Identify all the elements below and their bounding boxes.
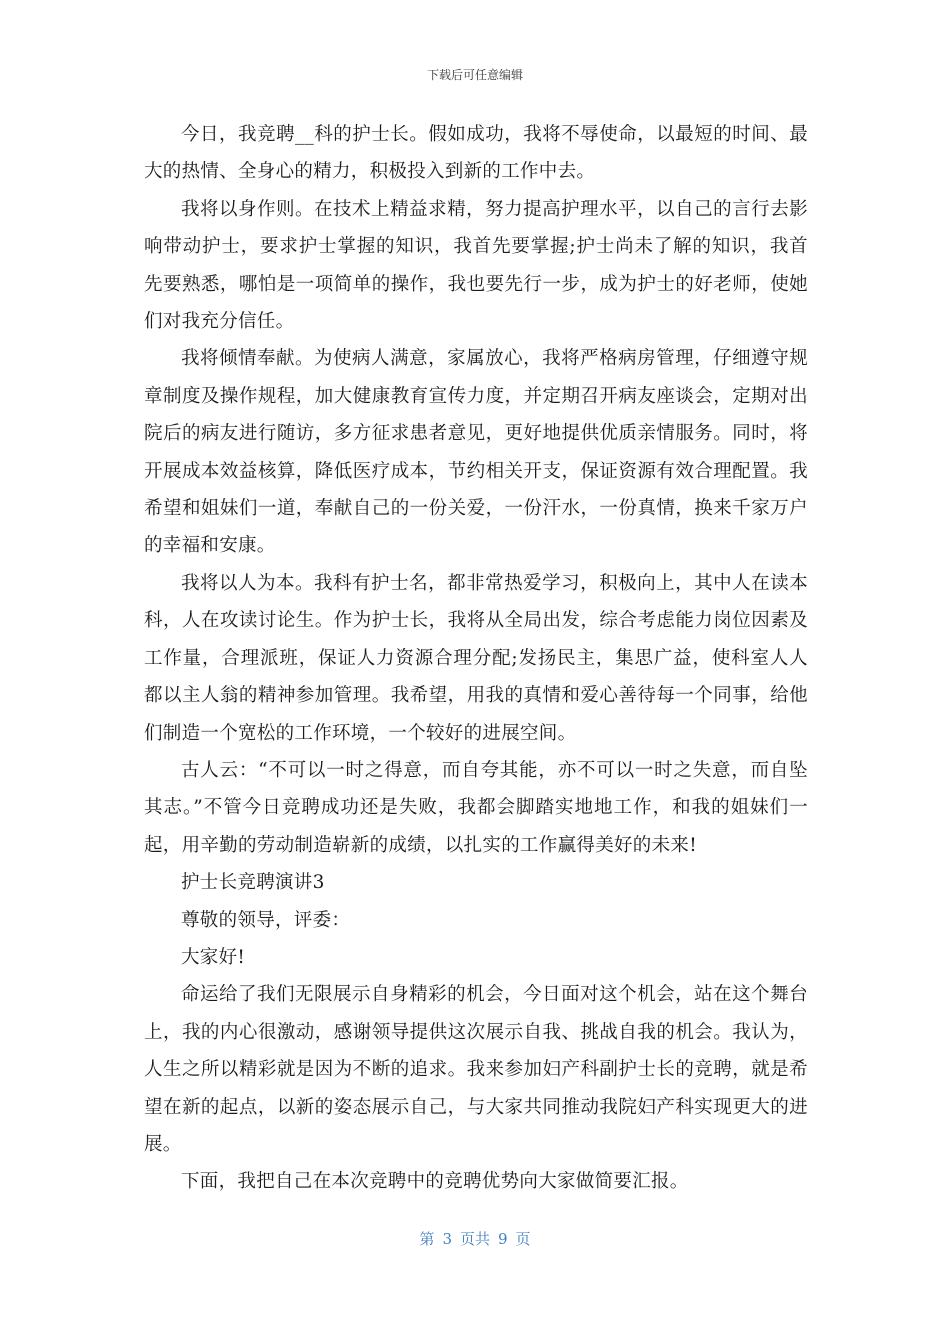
page-header: 下载后可任意编辑 — [426, 68, 523, 82]
paragraph: 我将倾情奉献。为使病人满意，家属放心，我将严格病房管理，仔细遵守规章制度及操作规程，加大健康教育宣传力度，并定期召开病友座谈会，定期对出院后的病友进行随访，多方征求患者意见，更好地提供优质亲情服务。同时，将开展成本效益核算，降低医疗成本，节约相关开支，保证资源有效合理配置。我希望和姐妹们一道，奉献自己的一份关爱，一份汗水，一份真情，换来千家万户的幸福和安康。 — [144, 348, 808, 557]
page-footer — [0, 1228, 950, 1249]
paragraph: 我将以人为本。我科有护士名，都非常热爱学习，积极向上，其中人在读本科，人在攻读讨论生。作为护士长，我将从全局出发，综合考虑能力岗位因素及工作量，合理派班，保证人力资源合理分配;发扬民主，集思广益，使科室人人都以主人翁的精神参加管理。我希望，用我的真情和爱心善待每一个同事，给他们制造一个宽松的工作环境，一个较好的进展空间。 — [144, 572, 808, 744]
paragraph: 命运给了我们无限展示自身精彩的机会，今日面对这个机会，站在这个舞台上，我的内心很激动，感谢领导提供这次展示自我、挑战自我的机会。我认为，人生之所以精彩就是因为不断的追求。我来参加妇产科副护士长的竞聘，就是希望在新的起点，以新的姿态展示自己，与大家共同推动我院妇产科实现更大的进展。 — [144, 984, 808, 1155]
document-body — [144, 116, 808, 1201]
greeting: 大家好! — [181, 946, 246, 968]
paragraph: 古人云：“不可以一时之得意，而自夸其能，亦不可以一时之失意，而自坠其志。”不管今日竞聘成功还是失败，我都会脚踏实地地工作，和我的姐妹们一起，用辛勤的劳动制造崭新的成绩，以扎实的工作赢得美好的未来! — [144, 759, 808, 856]
total-pages-number: 9 — [498, 1230, 508, 1248]
footer-prefix: 第 — [419, 1230, 435, 1248]
section-title: 护士长竞聘演讲3 — [181, 872, 325, 894]
current-page-number: 3 — [442, 1230, 452, 1248]
salutation: 尊敬的领导，评委： — [181, 909, 351, 931]
footer-middle: 页共 — [459, 1230, 490, 1248]
paragraph: 下面，我把自己在本次竞聘中的竞聘优势向大家做简要汇报。 — [181, 1171, 689, 1193]
footer-suffix: 页 — [515, 1230, 531, 1248]
paragraph: 我将以身作则。在技术上精益求精，努力提高护理水平，以自己的言行去影响带动护士，要求护士掌握的知识，我首先要掌握;护士尚未了解的知识，我首先要熟悉，哪怕是一项简单的操作，我也要先行一步，成为护士的好老师，使她们对我充分信任。 — [144, 198, 808, 333]
paragraph: 今日，我竞聘__科的护士长。假如成功，我将不辱使命，以最短的时间、最大的热情、全身心的精力，积极投入到新的工作中去。 — [144, 124, 808, 183]
